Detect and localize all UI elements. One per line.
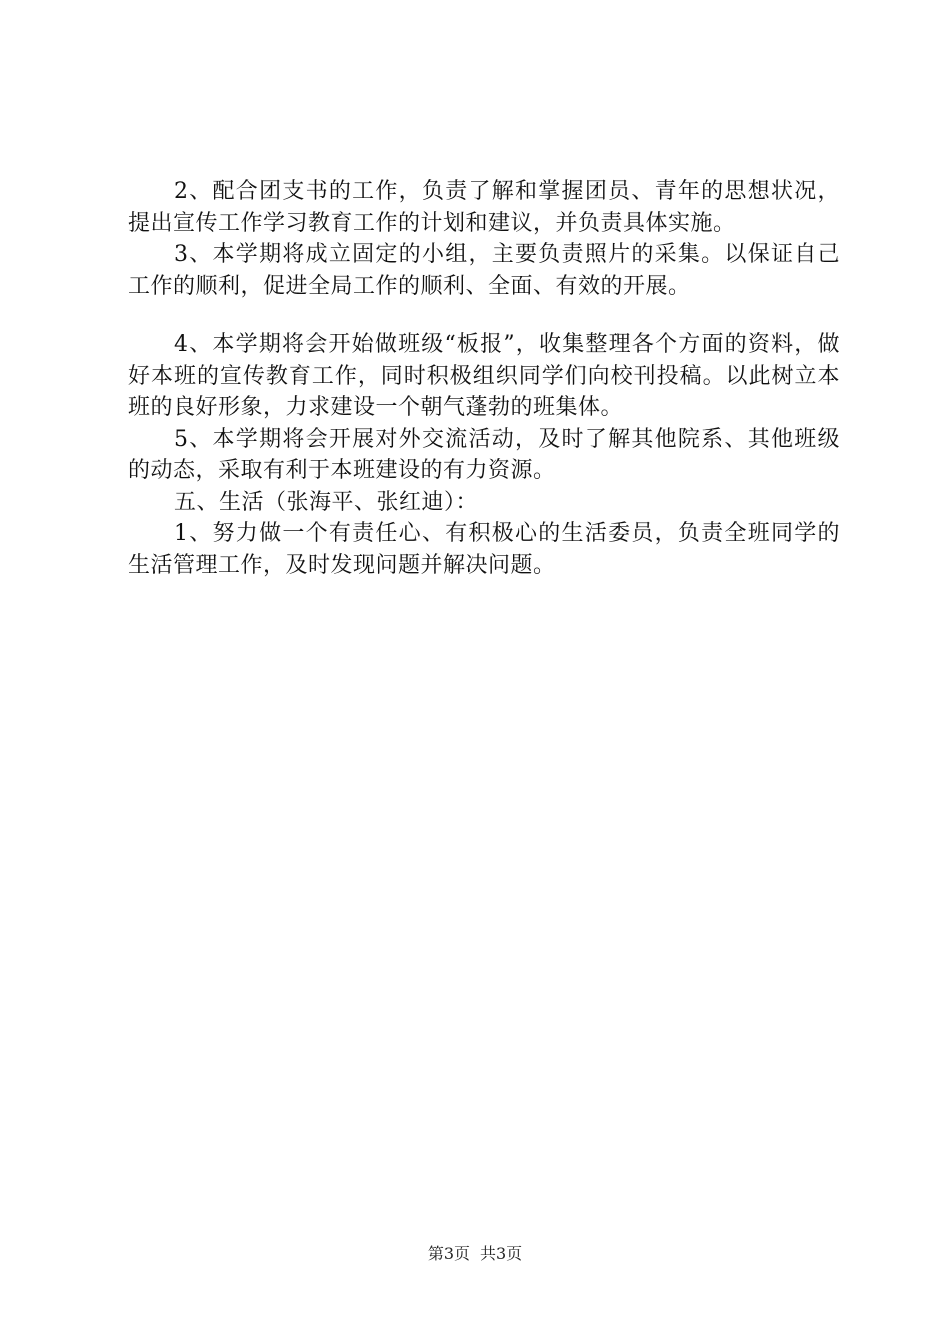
paragraph-item-5: 5、本学期将会开展对外交流活动，及时了解其他院系、其他班级的动态，采取有利于本班建设的有力资源。 <box>128 426 840 483</box>
section-heading-life: 五、生活（张海平、张红迪）： <box>174 489 479 515</box>
paragraph-life-item-1: 1、努力做一个有责任心、有积极心的生活委员，负责全班同学的生活管理工作，及时发现问题并解决问题。 <box>128 521 840 578</box>
page-number-current: 第3页 <box>427 1244 470 1263</box>
paragraph-item-3: 3、本学期将成立固定的小组，主要负责照片的采集。以保证自己工作的顺利，促进全局工作的顺利、全面、有效的开展。 <box>128 242 840 299</box>
paragraph-item-4: 4、本学期将会开始做班级“板报”，收集整理各个方面的资料，做好本班的宣传教育工作，同时积极组织同学们向校刊投稿。以此树立本班的良好形象，力求建设一个朝气蓬勃的班集体。 <box>128 332 840 420</box>
document-body <box>128 176 840 581</box>
paragraph-item-2: 2、配合团支书的工作，负责了解和掌握团员、青年的思想状况，提出宣传工作学习教育工作的计划和建议，并负责具体实施。 <box>128 179 840 236</box>
page-number-total: 共3页 <box>480 1244 523 1263</box>
page-footer <box>0 1244 950 1264</box>
